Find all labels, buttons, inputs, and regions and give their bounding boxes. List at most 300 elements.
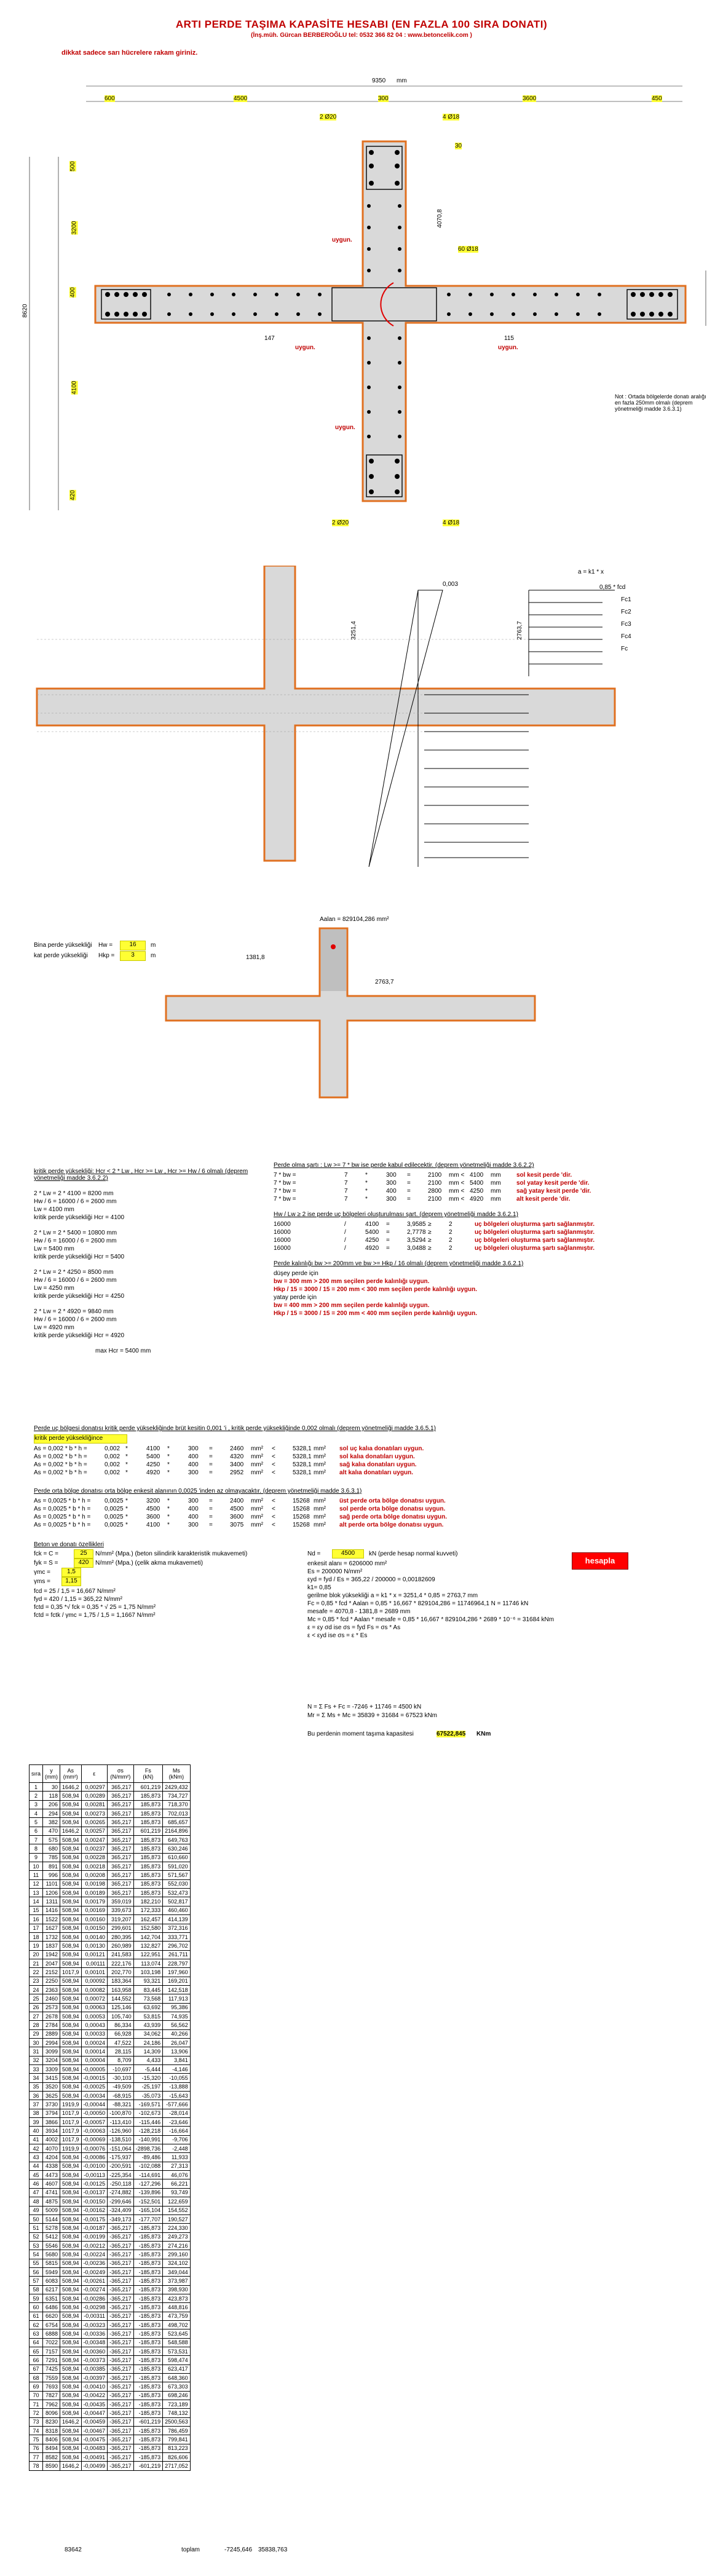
uc-donati-option[interactable]: kritik perde yüksekliğince xyxy=(34,1434,127,1444)
orta-donati-row: As = 0,0025 * b * h = 0,0025 * 3600 * 400 = 3600 mm² < 15268 mm² sağ perde orta bölge donatısı uygun. xyxy=(34,1514,448,1520)
table-cell: 185,873 xyxy=(133,1879,163,1888)
uc-donati-row: As = 0,002 * b * h = 0,002 * 4100 * 300 = 2460 mm² < 5328,1 mm² sol uç kalıa donatıları uygun. xyxy=(34,1445,424,1452)
table-row xyxy=(30,2179,191,2188)
table-cell: 50 xyxy=(30,2214,43,2223)
table-cell: 0,00257 xyxy=(81,1827,108,1835)
table-cell: 68 xyxy=(30,2374,43,2382)
calc-line: kritik perde yüksekliği Hcr = 4250 xyxy=(34,1293,125,1300)
table-cell: 0,00297 xyxy=(81,1783,108,1792)
table-cell: 6754 xyxy=(43,2320,60,2329)
fcd-label: 0,85 * fcd xyxy=(599,584,626,591)
table-cell: -10,055 xyxy=(163,2074,191,2082)
table-cell: -185,873 xyxy=(133,2409,163,2417)
table-cell: -2898,736 xyxy=(133,2144,163,2153)
table-cell: 8318 xyxy=(43,2427,60,2435)
uc-bolge-title: Hw / Lw ≥ 2 ise perde uç bölgeleri oluşturulması şart. (deprem yönetmeliği madde 3.6.2.1) xyxy=(274,1211,518,1218)
table-cell: -0,00125 xyxy=(81,2179,108,2188)
table-cell: -299,646 xyxy=(108,2197,134,2206)
table-cell: 30 xyxy=(43,1783,60,1792)
table-cell: 365,217 xyxy=(108,1809,134,1818)
table-row xyxy=(30,2153,191,2162)
table-cell: 718,370 xyxy=(163,1800,191,1809)
uc-bolge-row: 16000 / 5400 = 2,7778 ≥ 2 uç bölgeleri oluşturma şartı sağlanmıştır. xyxy=(274,1229,595,1236)
table-cell: -185,873 xyxy=(133,2391,163,2400)
table-cell: 15 xyxy=(30,1906,43,1914)
table-cell: 63,692 xyxy=(133,2003,163,2012)
table-cell: 17 xyxy=(30,1924,43,1932)
calc-line: 2 * Lw = 2 * 4250 = 8500 mm xyxy=(34,1269,114,1276)
fck-input[interactable]: 25 xyxy=(74,1549,93,1559)
table-cell: 470 xyxy=(43,1827,60,1835)
table-cell: 74,935 xyxy=(163,2012,191,2020)
perde-olma-row: 7 * bw = 7 * 300 = 2100 mm < 4100 mm sol kesit perde 'dir. xyxy=(274,1172,572,1179)
table-row xyxy=(30,1862,191,1871)
table-cell: -365,217 xyxy=(108,2259,134,2267)
table-cell: 46,076 xyxy=(163,2171,191,2179)
table-cell: 0,00004 xyxy=(81,2056,108,2064)
table-cell: 54 xyxy=(30,2250,43,2259)
table-cell: 702,013 xyxy=(163,1809,191,1818)
table-cell: 575 xyxy=(43,1836,60,1844)
table-cell: 630,246 xyxy=(163,1844,191,1853)
table-row xyxy=(30,2365,191,2373)
table-cell: 24,186 xyxy=(133,2038,163,2047)
table-cell: 62 xyxy=(30,2320,43,2329)
table-cell: -274,882 xyxy=(108,2188,134,2197)
table-row xyxy=(30,1844,191,1853)
table-row xyxy=(30,1906,191,1914)
table-cell: 333,771 xyxy=(163,1932,191,1941)
total-ms: 35838,763 xyxy=(258,2546,288,2553)
area-dim-2: 2763,7 xyxy=(375,979,394,986)
table-row xyxy=(30,2188,191,2197)
table-cell: 27,313 xyxy=(163,2162,191,2170)
sum-line: N = Σ Fs + Fc = -7246 + 11746 = 4500 kN xyxy=(307,1704,422,1710)
table-cell: 508,94 xyxy=(60,1950,82,1959)
kalinlik-title: Perde kalınlığı bw >= 200mm ve bw >= Hkp / 16 olmalı (deprem yönetmeliği madde 3.6.2.1) xyxy=(274,1260,524,1267)
table-row xyxy=(30,2029,191,2038)
fck-desc: N/mm² (Mpa.) (beton silindirik karakteristik mukavemeti) xyxy=(95,1551,248,1557)
table-cell: 0,00160 xyxy=(81,1915,108,1924)
table-cell: 8 xyxy=(30,1844,43,1853)
table-cell: 508,94 xyxy=(60,2188,82,2197)
calc-line: Fc = 0,85 * fcd * Aalan = 0,85 * 16,667 * 829104,286 = 11746964,1 N = 11746 kN xyxy=(307,1600,529,1607)
table-cell: 4741 xyxy=(43,2188,60,2197)
table-cell: 508,94 xyxy=(60,2382,82,2391)
calc-line: Lw = 4920 mm xyxy=(34,1324,74,1331)
table-cell: -365,217 xyxy=(108,2285,134,2294)
results-table xyxy=(29,1764,191,2471)
table-cell: 6620 xyxy=(43,2312,60,2320)
table-cell: 365,217 xyxy=(108,1800,134,1809)
table-cell: 508,94 xyxy=(60,1942,82,1950)
stress-block-formula: a = k1 * x xyxy=(578,569,604,575)
table-cell: 0,00237 xyxy=(81,1844,108,1853)
table-cell: -0,00435 xyxy=(81,2400,108,2409)
kalinlik-line: yatay perde için xyxy=(274,1294,317,1301)
table-cell: 13,906 xyxy=(163,2047,191,2056)
table-cell: 460,460 xyxy=(163,1906,191,1914)
table-cell: 508,94 xyxy=(60,2153,82,2162)
table-row xyxy=(30,2444,191,2452)
table-cell: 7 xyxy=(30,1836,43,1844)
table-cell: 508,94 xyxy=(60,2003,82,2012)
table-cell: -114,691 xyxy=(133,2171,163,2179)
gms-input[interactable]: 1,15 xyxy=(61,1577,81,1586)
table-cell: -152,501 xyxy=(133,2197,163,2206)
table-row xyxy=(30,1994,191,2003)
table-cell: 3 xyxy=(30,1800,43,1809)
nd-input[interactable]: 4500 xyxy=(332,1549,364,1559)
table-cell: -365,217 xyxy=(108,2250,134,2259)
table-cell: -115,446 xyxy=(133,2118,163,2127)
table-cell: -165,104 xyxy=(133,2206,163,2214)
table-cell: -185,873 xyxy=(133,2312,163,2320)
col-header: σs (N/mm²) xyxy=(108,1765,134,1783)
fyk-input[interactable]: 420 xyxy=(74,1559,93,1568)
table-cell: -0,00373 xyxy=(81,2356,108,2365)
table-cell: -185,873 xyxy=(133,2241,163,2250)
table-cell: 2784 xyxy=(43,2021,60,2029)
table-cell: 6486 xyxy=(43,2303,60,2312)
table-cell: 365,217 xyxy=(108,1853,134,1862)
table-cell: 56,562 xyxy=(163,2021,191,2029)
table-cell: 698,246 xyxy=(163,2391,191,2400)
table-cell: 4338 xyxy=(43,2162,60,2170)
table-cell: 36 xyxy=(30,2092,43,2100)
table-cell: 154,552 xyxy=(163,2206,191,2214)
table-cell: -185,873 xyxy=(133,2277,163,2285)
col-header: Fs (kN) xyxy=(133,1765,163,1783)
fc4-label: Fc4 xyxy=(621,633,631,640)
table-cell: 508,94 xyxy=(60,1818,82,1827)
table-cell: -0,00491 xyxy=(81,2453,108,2462)
table-cell: 71 xyxy=(30,2400,43,2409)
table-cell: 1837 xyxy=(43,1942,60,1950)
table-cell: -365,217 xyxy=(108,2374,134,2382)
uc-donati-rows xyxy=(34,1445,424,1477)
table-cell: 508,94 xyxy=(60,2435,82,2444)
table-cell: 5278 xyxy=(43,2224,60,2232)
table-cell: -127,296 xyxy=(133,2179,163,2188)
capacity-label: Bu perdenin moment taşıma kapasitesi xyxy=(307,1731,414,1737)
table-cell: 43,939 xyxy=(133,2021,163,2029)
table-cell: -365,217 xyxy=(108,2409,134,2417)
table-row xyxy=(30,1959,191,1967)
table-cell: -601,219 xyxy=(133,2417,163,2426)
table-cell: 4002 xyxy=(43,2135,60,2144)
table-cell: 296,702 xyxy=(163,1942,191,1950)
table-cell: 508,94 xyxy=(60,1853,82,1862)
table-cell: 47,522 xyxy=(108,2038,134,2047)
table-cell: 60 xyxy=(30,2303,43,2312)
table-cell: 8406 xyxy=(43,2435,60,2444)
table-cell: 83,445 xyxy=(133,1985,163,1994)
table-cell: 0,00043 xyxy=(81,2021,108,2029)
table-cell: 324,102 xyxy=(163,2259,191,2267)
table-row xyxy=(30,2320,191,2329)
table-cell: 365,217 xyxy=(108,1862,134,1871)
table-row xyxy=(30,2241,191,2250)
table-cell: 508,94 xyxy=(60,2241,82,2250)
table-cell: -365,217 xyxy=(108,2400,134,2409)
table-cell: 0,00024 xyxy=(81,2038,108,2047)
table-cell: 27 xyxy=(30,2012,43,2020)
table-cell: 6888 xyxy=(43,2329,60,2338)
table-cell: 3,841 xyxy=(163,2056,191,2064)
gmc-input[interactable]: 1,5 xyxy=(61,1568,81,1577)
table-row xyxy=(30,1889,191,1897)
table-cell: -365,217 xyxy=(108,2267,134,2276)
table-cell: 12 xyxy=(30,1879,43,1888)
table-cell: 23 xyxy=(30,1977,43,1985)
table-cell: 508,94 xyxy=(60,1897,82,1906)
table-cell: 5815 xyxy=(43,2259,60,2267)
cover-147: 147 xyxy=(264,335,275,342)
table-cell: 508,94 xyxy=(60,1871,82,1879)
orta-donati-row: As = 0,0025 * b * h = 0,0025 * 3200 * 300 = 2400 mm² < 15268 mm² üst perde orta bölge donatısı uygun. xyxy=(34,1498,446,1504)
table-cell: 14,309 xyxy=(133,2047,163,2056)
table-cell: -0,00483 xyxy=(81,2444,108,2452)
table-cell: -0,00467 xyxy=(81,2427,108,2435)
table-cell: 185,873 xyxy=(133,1889,163,1897)
table-row xyxy=(30,2250,191,2259)
table-cell: -0,00100 xyxy=(81,2162,108,2170)
table-cell: -365,217 xyxy=(108,2417,134,2426)
table-cell: -365,217 xyxy=(108,2277,134,2285)
table-row xyxy=(30,2214,191,2223)
table-row xyxy=(30,1924,191,1932)
table-cell: 55 xyxy=(30,2259,43,2267)
table-cell: 261,711 xyxy=(163,1950,191,1959)
table-cell: 365,217 xyxy=(108,1844,134,1853)
table-row xyxy=(30,2021,191,2029)
table-cell: 3099 xyxy=(43,2047,60,2056)
table-cell: 508,94 xyxy=(60,2374,82,2382)
table-cell: 571,567 xyxy=(163,1871,191,1879)
table-cell: -138,510 xyxy=(108,2135,134,2144)
total-fs: -7245,646 xyxy=(224,2546,253,2553)
table-cell: 3625 xyxy=(43,2092,60,2100)
table-cell: 67 xyxy=(30,2365,43,2373)
kalinlik-line: bw = 300 mm > 200 mm seçilen perde kalınlığı uygun. xyxy=(274,1278,430,1285)
table-cell: -185,873 xyxy=(133,2427,163,2435)
table-cell: -0,00212 xyxy=(81,2241,108,2250)
table-row xyxy=(30,2303,191,2312)
table-cell: 1646,2 xyxy=(60,2462,82,2470)
table-cell: 748,132 xyxy=(163,2409,191,2417)
table-cell: 190,527 xyxy=(163,2214,191,2223)
table-cell: 601,219 xyxy=(133,1827,163,1835)
table-cell: 299,601 xyxy=(108,1924,134,1932)
table-cell: 185,873 xyxy=(133,1862,163,1871)
table-cell: 3520 xyxy=(43,2082,60,2091)
table-cell: 552,030 xyxy=(163,1879,191,1888)
fc2-label: Fc2 xyxy=(621,609,631,615)
table-cell: 508,94 xyxy=(60,1985,82,1994)
table-row xyxy=(30,1792,191,1800)
table-cell: 1919,9 xyxy=(60,2144,82,2153)
kat-label: kat perde yüksekliği xyxy=(34,952,88,959)
table-cell: 18 xyxy=(30,1932,43,1941)
table-row xyxy=(30,1897,191,1906)
table-cell: -0,00025 xyxy=(81,2082,108,2091)
total-label: toplam xyxy=(181,2546,200,2553)
table-cell: 75 xyxy=(30,2435,43,2444)
table-cell: 673,303 xyxy=(163,2382,191,2391)
table-cell: 508,94 xyxy=(60,1800,82,1809)
table-row xyxy=(30,2056,191,2064)
table-cell: -0,00348 xyxy=(81,2338,108,2347)
table-cell: 0,00063 xyxy=(81,2003,108,2012)
calc-line: 2 * Lw = 2 * 4920 = 9840 mm xyxy=(34,1308,114,1315)
table-cell: 103,198 xyxy=(133,1968,163,1977)
table-cell: 299,160 xyxy=(163,2250,191,2259)
col-header: Ms (kNm) xyxy=(163,1765,191,1783)
table-cell: -365,217 xyxy=(108,2224,134,2232)
table-cell: 365,217 xyxy=(108,1889,134,1897)
table-cell: 72 xyxy=(30,2409,43,2417)
table-cell: 33 xyxy=(30,2065,43,2074)
gms-label: γms = xyxy=(34,1578,50,1585)
hkp-unit: m xyxy=(151,952,156,959)
table-cell: -0,00063 xyxy=(81,2127,108,2135)
table-row xyxy=(30,2374,191,2382)
table-cell: 30 xyxy=(30,2038,43,2047)
table-row xyxy=(30,2074,191,2082)
table-cell: 610,660 xyxy=(163,1853,191,1862)
table-cell: -9,706 xyxy=(163,2135,191,2144)
table-cell: 56 xyxy=(30,2267,43,2276)
table-cell: 64 xyxy=(30,2338,43,2347)
table-cell: 508,94 xyxy=(60,2338,82,2347)
calc-line: fctd = fctk / γmc = 1,75 / 1,5 = 1,1667 N/mm² xyxy=(34,1612,156,1619)
table-cell: 5 xyxy=(30,1818,43,1827)
table-cell: 206 xyxy=(43,1800,60,1809)
table-cell: -185,873 xyxy=(133,2285,163,2294)
table-cell: -0,00069 xyxy=(81,2135,108,2144)
table-cell: 274,216 xyxy=(163,2241,191,2250)
section-calc xyxy=(307,1560,554,1640)
table-cell: 508,94 xyxy=(60,2092,82,2100)
table-cell: -577,666 xyxy=(163,2100,191,2109)
table-row xyxy=(30,1977,191,1985)
table-row xyxy=(30,1871,191,1879)
table-cell: 473,759 xyxy=(163,2312,191,2320)
table-cell: -0,00298 xyxy=(81,2303,108,2312)
calc-line: kritik perde yüksekliği Hcr = 5400 xyxy=(34,1254,125,1260)
material-title: Beton ve donatı özellikleri xyxy=(34,1541,104,1548)
table-cell: -365,217 xyxy=(108,2232,134,2241)
perde-olma-row: 7 * bw = 7 * 300 = 2100 mm < 5400 mm sol yatay kesit perde 'dir. xyxy=(274,1180,590,1187)
calc-line: ε = εy σd ise σs = fyd Fs = σs * As xyxy=(307,1624,401,1631)
table-row xyxy=(30,2382,191,2391)
table-cell: -0,00422 xyxy=(81,2391,108,2400)
calc-line: fyd = 420 / 1,15 = 365,22 N/mm² xyxy=(34,1596,122,1603)
perde-olma-rows xyxy=(274,1171,591,1203)
table-cell: 2164,896 xyxy=(163,1827,191,1835)
table-cell: -365,217 xyxy=(108,2356,134,2365)
overall-width-unit: mm xyxy=(397,77,407,84)
table-cell: 508,94 xyxy=(60,2267,82,2276)
table-cell: 1017,9 xyxy=(60,2109,82,2117)
table-cell: 508,94 xyxy=(60,2277,82,2285)
table-cell: -601,219 xyxy=(133,2462,163,2470)
table-cell: 6217 xyxy=(43,2285,60,2294)
table-cell: 162,457 xyxy=(133,1915,163,1924)
table-cell: 58 xyxy=(30,2285,43,2294)
hkp-input[interactable]: 3 xyxy=(120,951,146,961)
perde-olma-title: Perde olma şartı : Lw >= 7 * bw ise perde kabul edilecektir. (deprem yönetmeliği madde 3.6.2.2) xyxy=(274,1162,534,1169)
table-cell: 0,00265 xyxy=(81,1818,108,1827)
table-row xyxy=(30,1879,191,1888)
rebar-label-bottom: 2 Ø20 xyxy=(332,520,349,526)
table-cell: 11 xyxy=(30,1871,43,1879)
table-cell: 508,94 xyxy=(60,2391,82,2400)
table-cell: 0,00281 xyxy=(81,1800,108,1809)
compression-area-drawing xyxy=(0,922,723,1107)
table-cell: 185,873 xyxy=(133,1809,163,1818)
table-cell: -68,915 xyxy=(108,2092,134,2100)
table-row xyxy=(30,2144,191,2153)
hw-input[interactable]: 16 xyxy=(120,941,146,950)
table-cell: 0,00189 xyxy=(81,1889,108,1897)
table-cell: -185,873 xyxy=(133,2250,163,2259)
table-cell: 734,727 xyxy=(163,1792,191,1800)
table-cell: 42 xyxy=(30,2144,43,2153)
table-cell: 0,00247 xyxy=(81,1836,108,1844)
table-cell: 1206 xyxy=(43,1889,60,1897)
calculate-button[interactable]: hesapla xyxy=(572,1552,628,1570)
table-cell: 0,00033 xyxy=(81,2029,108,2038)
table-cell: 365,217 xyxy=(108,1827,134,1835)
table-cell: 10 xyxy=(30,1862,43,1871)
wall-thickness-top: 30 xyxy=(455,143,462,149)
table-cell: 32 xyxy=(30,2056,43,2064)
table-row xyxy=(30,2100,191,2109)
table-cell: 0,00014 xyxy=(81,2047,108,2056)
table-cell: -15,643 xyxy=(163,2092,191,2100)
table-cell: 508,94 xyxy=(60,2294,82,2302)
table-cell: 6 xyxy=(30,1827,43,1835)
table-cell: 1919,9 xyxy=(60,2100,82,2109)
table-cell: 8590 xyxy=(43,2462,60,2470)
table-cell: -365,217 xyxy=(108,2427,134,2435)
table-cell: 182,210 xyxy=(133,1897,163,1906)
table-cell: -126,960 xyxy=(108,2127,134,2135)
table-cell: 508,94 xyxy=(60,2427,82,2435)
table-cell: 5009 xyxy=(43,2206,60,2214)
table-cell: -139,896 xyxy=(133,2188,163,2197)
table-cell: 508,94 xyxy=(60,2162,82,2170)
table-cell: 7291 xyxy=(43,2356,60,2365)
table-cell: 25 xyxy=(30,1994,43,2003)
table-cell: 508,94 xyxy=(60,2038,82,2047)
table-cell: 142,704 xyxy=(133,1932,163,1941)
table-cell: 40,266 xyxy=(163,2029,191,2038)
table-cell: 43 xyxy=(30,2153,43,2162)
col-header: ε xyxy=(81,1765,108,1783)
table-row xyxy=(30,2356,191,2365)
table-cell: -185,873 xyxy=(133,2338,163,2347)
table-cell: 77 xyxy=(30,2453,43,2462)
table-cell: 7022 xyxy=(43,2338,60,2347)
table-cell: 95,386 xyxy=(163,2003,191,2012)
table-cell: -0,00044 xyxy=(81,2100,108,2109)
table-cell: 785 xyxy=(43,1853,60,1862)
table-cell: -0,00150 xyxy=(81,2197,108,2206)
table-cell: 76 xyxy=(30,2444,43,2452)
